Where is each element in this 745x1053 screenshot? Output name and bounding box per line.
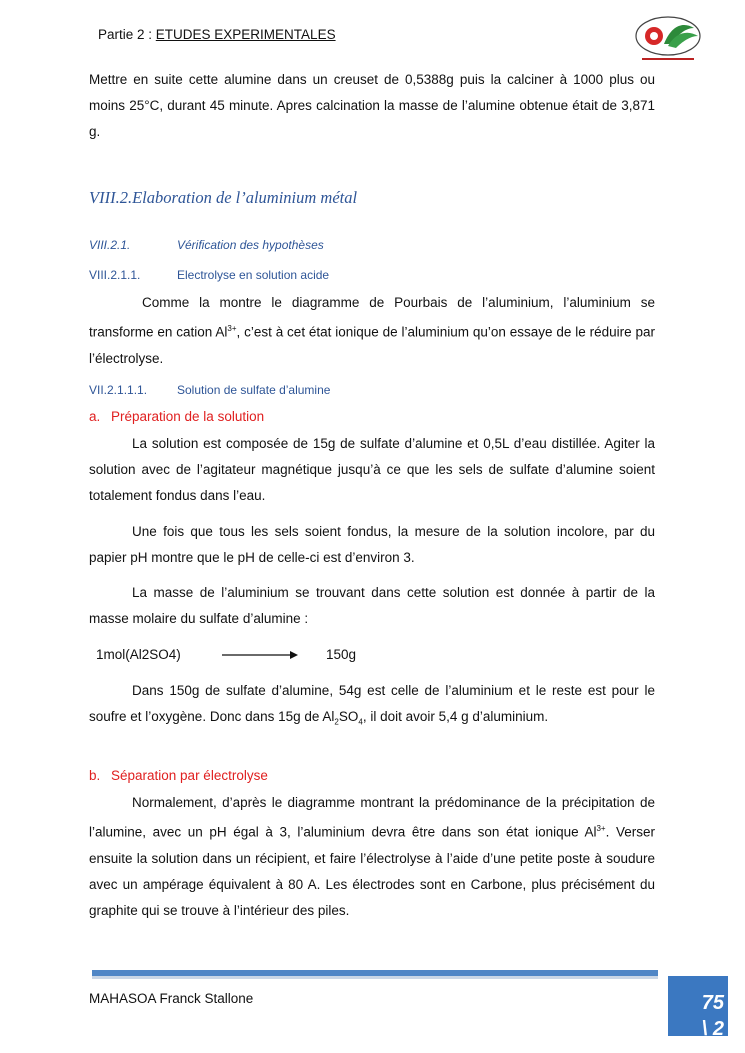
subsection-title: Solution de sulfate d’alumine [177,383,331,397]
footer-rule [92,970,658,979]
page-header [98,27,336,42]
intro-paragraph: Mettre en suite cette alumine dans un creuset de 0,5388g puis la calciner à 1000 plus ou moins 25°C, durant 45 minute. Apres calcination la masse de l’alumine obtenue était de 3,871 g. [89,72,655,139]
item-marker: b. [89,768,101,783]
item-marker: a. [89,409,101,424]
subsection-title: Vérification des hypothèses [177,238,324,252]
paragraph-a2: Une fois que tous les sels soient fondus, la mesure de la solution incolore, par du papier pH montre que le pH de celle-ci est d’environ 3. [89,524,655,565]
item-b-heading [89,768,268,783]
header-title: ETUDES EXPERIMENTALES [155,27,336,42]
subsection-title: Electrolyse en solution acide [177,268,330,282]
equation-right: 150g [326,647,357,662]
pourbaix-text-1: Comme la montre le diagramme de Pourbais de l’aluminium, l’aluminium se transforme en cation Al [89,295,655,340]
page-number-next: \ 2 [701,1018,724,1036]
subscript-2: 2 [334,717,339,727]
b1-text-1: Normalement, d’après le diagramme montrant la prédominance de la précipitation de l’alumine, avec un pH égal à 3, l’aluminium devra être dans son état ionique Al [89,795,655,840]
a4-text-2: , il doit avoir 5,4 g d’aluminium. [362,709,549,724]
a4-text-so: SO [338,709,359,724]
b1-text-2: . Verser ensuite la solution dans un récipient, et faire l’électrolyse à l’aide d’une petite poste à soudure avec un ampérage équivalent à 80 A. Les électrodes sont en Carbone, plus précisément du graphite qui se trouve à l’intérieur des piles. [89,824,655,918]
paragraph-a3: La masse de l’aluminium se trouvant dans cette solution est donnée à partir de la masse molaire du sulfate d’alumine : [89,585,655,626]
header-prefix: Partie 2 : [98,27,156,42]
page-number-box [668,976,728,1036]
paragraph-b1 [89,790,655,924]
subsection-heading-electrolyse [89,268,329,282]
subscript-4: 4 [358,717,363,727]
pourbaix-text-2: , c’est à cet état ionique de l’aluminium qu’on essaye de le réduire par l’électrolyse. [89,324,655,366]
paragraph-a1: La solution est composée de 15g de sulfate d’alumine et 0,5L d’eau distillée. Agiter la solution avec de l’agitateur magnétique jusqu’à ce que les sels de sulfate d’alumine soient totalement fondus dans l’eau. [89,436,655,503]
subsection-heading-sulfate [89,383,330,397]
arrow-right-icon [222,649,298,661]
item-title: Préparation de la solution [111,409,265,424]
pourbaix-paragraph [89,290,655,372]
paragraph-a4 [89,678,655,736]
subsection-number: VIII.2.1.1. [89,268,141,282]
page-number: 75 [701,992,724,1014]
charge-superscript: 3+ [596,824,606,833]
subsection-heading-verification [89,238,324,252]
charge-superscript: 3+ [227,324,237,333]
subsection-number: VIII.2.1. [89,238,131,252]
a4-text-1: Dans 150g de sulfate d’alumine, 54g est celle de l’aluminium et le reste est pour le soufre et l’oxygène. Donc dans 15g de Al [89,683,655,724]
footer-author: MAHASOA Franck Stallone [89,991,254,1006]
subsection-number: VII.2.1.1.1. [89,383,148,397]
item-title: Séparation par électrolyse [111,768,268,783]
section-title: VIII.2.Elaboration de l’aluminium métal [89,188,358,207]
institution-logo [632,14,704,64]
equation-left: 1mol(Al2SO4) [96,647,181,662]
item-a-heading [89,409,264,424]
